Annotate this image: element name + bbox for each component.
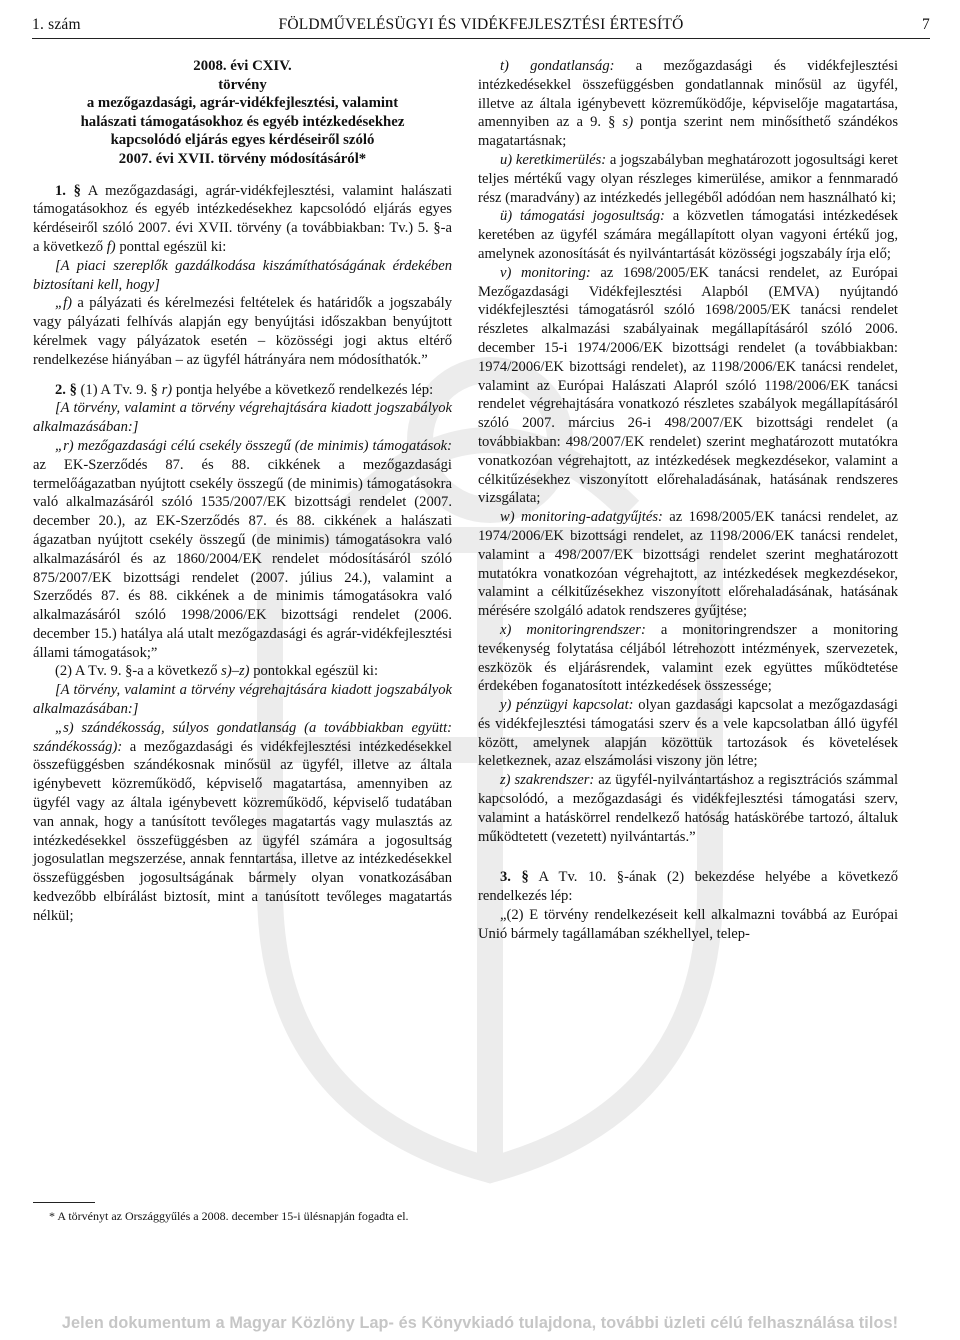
point-f: „f) a pályázati és kérelmezési feltételek és határidők a jogszabály vagy pályázati felhívás alapján egy benyújtási időszakban benyújtott kérelmek vagy pályázatok esetén – közösségi jogi aktus eltérő rendelkezése hiányában – az ügyfél hátrányára nem módosíthatók.”: [33, 295, 452, 368]
law-title: [33, 57, 452, 169]
point-t: t) gondatlanság: a mezőgazdasági és vidékfejlesztési intézkedésekkel összefüggésben gondatlannak minősül az ügyfél, illetve az általa igénybevett közreműködője, képviselője magatartása, amennyiben az a 9. § s) pontja szerint nem minősíthető szándékos magatartásnak;: [478, 58, 898, 150]
left-column: [33, 57, 452, 926]
page-number: 7: [922, 16, 930, 33]
point-uu: ü) támogatási jogosultság: a közvetlen támogatási intézkedések keretében az ügyfél számára megállapított olyan vagyoni értékű jog, amelynek azonosítását és nyilvántartását közösségi jogszabály írja elő;: [478, 208, 898, 262]
law-title-line: törvény: [218, 76, 267, 93]
point-w: w) monitoring-adatgyűjtés: az 1698/2005/EK tanácsi rendelet, az 1974/2006/EK bizottsági rendelet, az 1198/2006/EK tanácsi rendelet, valamint a 498/2007/EK bizottsági rendelet szerint meghatározott mutatókra vonatkozóan végrehajtott, az intézkedések megkezdésekor, valamint a célkitűzésekhez viszonyított előrehaladásának, hatásának mérésére szolgáló adatok rendszeres gyűjtése;: [478, 509, 898, 620]
point-v: v) monitoring: az 1698/2005/EK tanácsi rendelet, az Európai Mezőgazdasági Vidékfejlesztési Alapból (EMVA) nyújtandó vidékfejlesztési támogatásról szóló 1698/2005/EK tanácsi rendelet részletes alkalmazási szabályainak megállapításáról szóló 2006. december 15-i 1974/2006/EK bizottsági rendelet (a továbbiakban: 1974/2006/EK bizottsági rendelet), az 1198/2006/EK tanácsi rendelet, valamint az Európai Halászati Alapról szóló 1198/2006/EK tanácsi rendelet végrehajtására vonatkozó részletes szabályok megállapításáról szóló 2007. március 26-i 498/2007/EK bizottsági rendelet (a továbbiakban: 498/2007/EK rendelet) szerint meghatározott mutatókra vonatkozóan végrehajtott, az intézkedések megkezdésekor, valamint a célkitűzésekhez viszonyított előrehaladásának, hatásának rendszeres vizsgálata;: [478, 264, 898, 507]
point-x: x) monitoringrendszer: a monitoringrendszer a monitoring tevékenység folytatása céljából létrehozott intézmények, szervezetek, eszközök és eljárásrendek, valamint ezek együttes működtetése érdekében foganatosított intézkedések összessége;: [478, 621, 898, 695]
section-1: 1. § A mezőgazdasági, agrár-vidékfejlesztési, valamint halászati támogatásokhoz és egyéb intézkedésekhez kapcsolódó eljárás egyes kérdéseiről szóló 2007. évi XVII. törvény (a továbbiakban: Tv.) 5. §-a a következő f) ponttal egészül ki:: [33, 182, 452, 255]
right-column: [478, 57, 898, 944]
section-number: 2. §: [55, 381, 77, 398]
context-clause: [A törvény, valamint a törvény végrehajtására kiadott jogszabályok alkalmazásában:]: [33, 682, 452, 718]
point-r: „r) mezőgazdasági célú csekély összegű (de minimis) támogatások: az EK-Szerződés 87. és 88. cikkének a mezőgazdasági termelőágazatban nyújtott csekély összegű (de minimis) támogatásokra való alkalmazásáról szóló 1535/2007/EK bizottsági rendelet (2007. december 20.), az EK-Szerződés 87. és 88. cikkének a halászati ágazatban nyújtott csekély összegű (de minimis) támogatásokra való alkalmazásáról és az 1860/2004/EK rendelet módosításáról szóló 875/2007/EK bizottsági rendelet (2007. július 24.), valamint a Szerződés 87. és 88. cikkének a de minimis támogatásokra való alkalmazásáról szóló 1998/2006/EK bizottsági rendelet (2006. december 15.) hatálya alá utalt mezőgazdasági és agrár-vidékfejlesztési állami támogatások;”: [33, 437, 452, 661]
publication-title: FÖLDMŰVELÉSÜGYI ÉS VIDÉKFEJLESZTÉSI ÉRTESÍTŐ: [278, 16, 684, 33]
law-title-line: 2008. évi CXIV.: [193, 58, 292, 74]
context-clause: [A törvény, valamint a törvény végrehajtására kiadott jogszabályok alkalmazásában:]: [33, 400, 452, 436]
law-title-line: kapcsolódó eljárás egyes kérdéseiről szóló: [110, 132, 375, 149]
ownership-notice: Jelen dokumentum a Magyar Közlöny Lap- és Könyvkiadó tulajdona, további üzleti célú felhasználása tilos!: [0, 1306, 960, 1340]
section-3: 3. § A Tv. 10. §-ának (2) bekezdése helyébe a következő rendelkezés lép:: [478, 869, 898, 905]
footnote-rule: [33, 1202, 95, 1203]
section-3-quote: „(2) E törvény rendelkezéseit kell alkalmazni továbbá az Európai Unió bármely tagállamában székhellyel, telep-: [478, 907, 898, 942]
section-2-2: (2) A Tv. 9. §-a a következő s)–z) pontokkal egészül ki:: [55, 663, 379, 680]
section-number: 1. §: [55, 182, 81, 199]
point-s: „s) szándékosság, súlyos gondatlanság (a továbbiakban együtt: szándékosság): a mezőgazdasági és vidékfejlesztési intézkedésekkel összefüggésben szándékosnak minősül az ügyfél, illetve az általa igénybevett közreműködő, képviselő magatartása, amennyiben az ügyfél vagy az általa igénybevett közreműködő, képviselő tudatában van annak, hogy a tanúsított tevőleges magatartás vagy mulasztás az intézkedésekkel összefüggésben az ügyfél számára a jogosultság jogosulatlan megszerzése, annak fenntartása, illetve az intézkedésekkel összefüggésben jogosultságának bármely olyan vonatkozásában kedvezőbb elbírálást biztosít, mint a tanúsított tevőleges magatartás nélkül;: [33, 719, 452, 924]
context-clause: [A piaci szereplők gazdálkodása kiszámíthatóságának érdekében biztosítani kell, hogy]: [33, 257, 452, 293]
point-z: z) szakrendszer: az ügyfél-nyilvántartáshoz a regisztrációs számmal kapcsolódó, a mezőgazdasági és vidékfejlesztési támogatási szerv, valamint a hatáskörrel rendelkező hatóság hatáskörébe tartozó, általuk működtetett (vezetett) nyilvántartás.”: [478, 772, 898, 845]
law-title-line: 2007. évi XVII. törvény módosításáról*: [118, 150, 367, 167]
footnote: [33, 1202, 453, 1224]
page-header: [32, 14, 930, 39]
law-title-line: a mezőgazdasági, agrár-vidékfejlesztési, valamint: [86, 95, 399, 112]
law-title-line: halászati támogatásokhoz és egyéb intézkedésekhez: [80, 113, 405, 130]
point-u: u) keretkimerülés: a jogszabályban meghatározott jogosultsági keret teljes mértékű vagy olyan részleges kimerülése, amikor a fennmaradó rész (maradvány) az intézkedés jellegéből adódóan nem használható ki;: [478, 151, 898, 206]
footnote-text: * A törvényt az Országgyűlés a 2008. december 15-i ülésnapján fogadta el.: [49, 1209, 409, 1223]
section-2: 2. § (1) A Tv. 9. § r) pontja helyébe a következő rendelkezés lép:: [55, 381, 434, 398]
point-y: y) pénzügyi kapcsolat: olyan gazdasági kapcsolat a mezőgazdasági és vidékfejlesztési támogatási szerv és a vele kapcsolatban álló ügyfél között, amelynek alapján közöttük tartozások és követelések keletkeznek, azaz elszámolási viszony jön létre;: [478, 697, 898, 770]
section-number: 3. §: [500, 869, 529, 886]
issue-number: 1. szám: [32, 16, 81, 33]
